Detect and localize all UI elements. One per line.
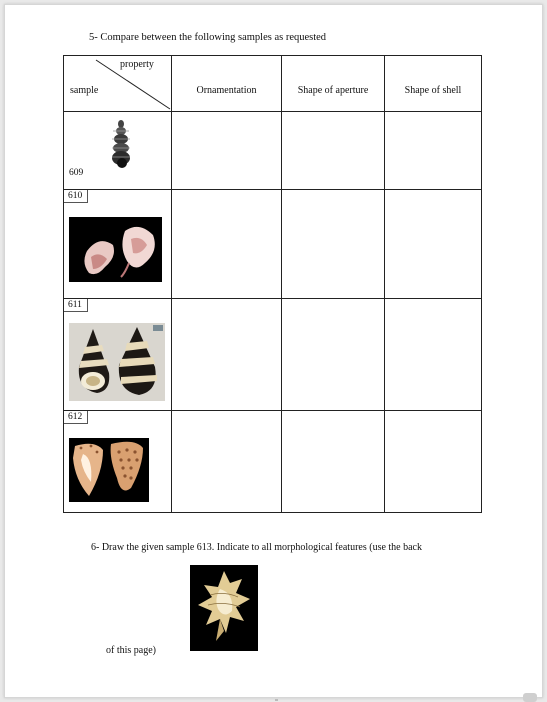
column-header-shell-shape <box>385 56 482 112</box>
answer-cell[interactable] <box>282 112 385 190</box>
worksheet-page <box>4 4 543 698</box>
answer-cell[interactable] <box>282 411 385 513</box>
sample-cell-610 <box>64 190 172 299</box>
table-row <box>64 112 482 190</box>
shell-photo-611 <box>69 323 165 401</box>
answer-cell[interactable] <box>385 112 482 190</box>
answer-cell[interactable] <box>282 299 385 411</box>
answer-cell[interactable] <box>172 299 282 411</box>
answer-cell[interactable] <box>385 411 482 513</box>
sample-id: 612 <box>64 411 88 424</box>
answer-cell[interactable] <box>172 190 282 299</box>
shell-photo-612 <box>69 438 149 502</box>
question-6-text-continued: of this page) <box>106 645 156 656</box>
table-row <box>64 411 482 513</box>
property-label: property <box>120 59 154 70</box>
answer-cell[interactable] <box>385 190 482 299</box>
table-row <box>64 190 482 299</box>
question-5-text: 5- Compare between the following samples as requested <box>89 32 327 43</box>
answer-cell[interactable] <box>172 411 282 513</box>
column-header-aperture <box>282 56 385 112</box>
page-corner-marker <box>523 693 537 702</box>
table-row <box>64 299 482 411</box>
diagonal-divider <box>64 56 172 111</box>
answer-cell[interactable] <box>282 190 385 299</box>
page-mark <box>275 699 278 701</box>
sample-label: sample <box>70 85 99 96</box>
sample-cell-612 <box>64 411 172 513</box>
shell-photo-613 <box>190 565 258 651</box>
shell-photo-610 <box>69 217 162 282</box>
sample-cell-611 <box>64 299 172 411</box>
column-header-label: Shape of shell <box>404 85 462 96</box>
answer-cell[interactable] <box>172 112 282 190</box>
sample-cell-609 <box>64 112 172 190</box>
shell-photo-609 <box>108 114 134 174</box>
sample-id: 611 <box>64 299 88 312</box>
corner-cell <box>64 56 172 112</box>
sample-id: 610 <box>64 190 88 203</box>
comparison-table <box>63 55 482 513</box>
column-header-ornamentation <box>172 56 282 112</box>
sample-id: 609 <box>69 168 84 178</box>
column-header-label: Shape of aperture <box>297 85 369 96</box>
table-header-row <box>64 56 482 112</box>
column-header-label: Ornamentation <box>196 85 257 96</box>
answer-cell[interactable] <box>385 299 482 411</box>
question-6-text: 6- Draw the given sample 613. Indicate to all morphological features (use the back <box>91 542 422 553</box>
